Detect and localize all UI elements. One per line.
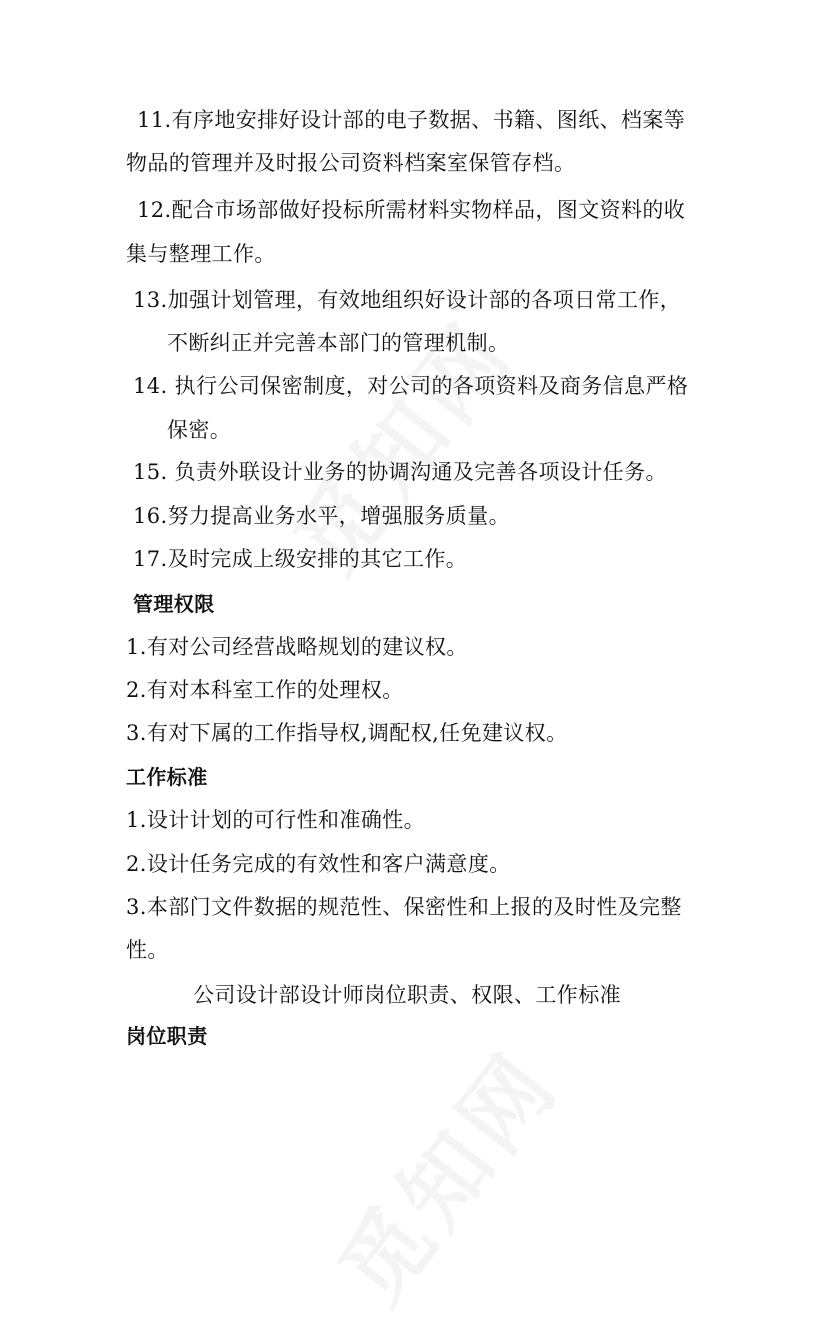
duty-item-13	[133, 286, 681, 314]
duty-text: 配合市场部做好投标所需材料实物样品，图文资料的收	[171, 198, 686, 222]
authority-item-1: 1.有对公司经营战略规划的建议权。	[126, 635, 468, 659]
duty-text: 及时完成上级安排的其它工作。	[167, 547, 468, 571]
duty-item-17	[133, 545, 467, 573]
duty-text: 加强计划管理，有效地组织好设计部的各项日常工作，	[167, 288, 682, 312]
section-title: 公司设计部设计师岗位职责、权限、工作标准	[193, 983, 621, 1007]
authority-heading: 管理权限	[133, 592, 215, 616]
standards-item-3-continuation: 性。	[126, 938, 169, 962]
duty-number: 15.	[133, 460, 168, 484]
standards-item-2: 2.设计任务完成的有效性和客户满意度。	[126, 852, 511, 876]
duty-number: 13.	[133, 288, 168, 312]
duty-text: 努力提高业务水平，增强服务质量。	[167, 504, 511, 528]
duty-number: 11.	[137, 108, 172, 132]
standards-heading: 工作标准	[126, 765, 208, 789]
watermark-text-lower	[306, 1021, 583, 1325]
duty-number: 14.	[133, 374, 168, 398]
authority-item-2: 2.有对本科室工作的处理权。	[126, 678, 404, 702]
duty-item-12-continuation: 集与整理工作。	[126, 242, 276, 266]
duty-item-16	[133, 502, 510, 530]
duty-item-11	[137, 106, 685, 134]
duty-item-15	[133, 458, 667, 486]
standards-item-3: 3.本部门文件数据的规范性、保密性和上报的及时性及完整	[126, 895, 682, 919]
standards-item-1: 1.设计计划的可行性和准确性。	[126, 808, 426, 832]
duty-item-14	[133, 372, 688, 400]
duty-number: 12.	[137, 198, 172, 222]
duty-text: 有序地安排好设计部的电子数据、书籍、图纸、档案等	[171, 108, 686, 132]
duty-item-11-continuation: 物品的管理并及时报公司资料档案室保管存档。	[126, 151, 576, 175]
duty-number: 16.	[133, 504, 168, 528]
duty-item-13-continuation: 不断纠正并完善本部门的管理机制。	[167, 331, 510, 355]
duty-text: 负责外联设计业务的协调沟通及完善各项设计任务。	[167, 460, 667, 484]
duty-item-14-continuation: 保密。	[167, 418, 232, 442]
duties-heading: 岗位职责	[126, 1024, 208, 1048]
authority-item-3: 3.有对下属的工作指导权,调配权,任免建议权。	[126, 721, 568, 745]
duty-text: 执行公司保密制度，对公司的各项资料及商务信息严格	[167, 374, 689, 398]
duty-item-12	[137, 196, 685, 224]
duty-number: 17.	[133, 547, 168, 571]
